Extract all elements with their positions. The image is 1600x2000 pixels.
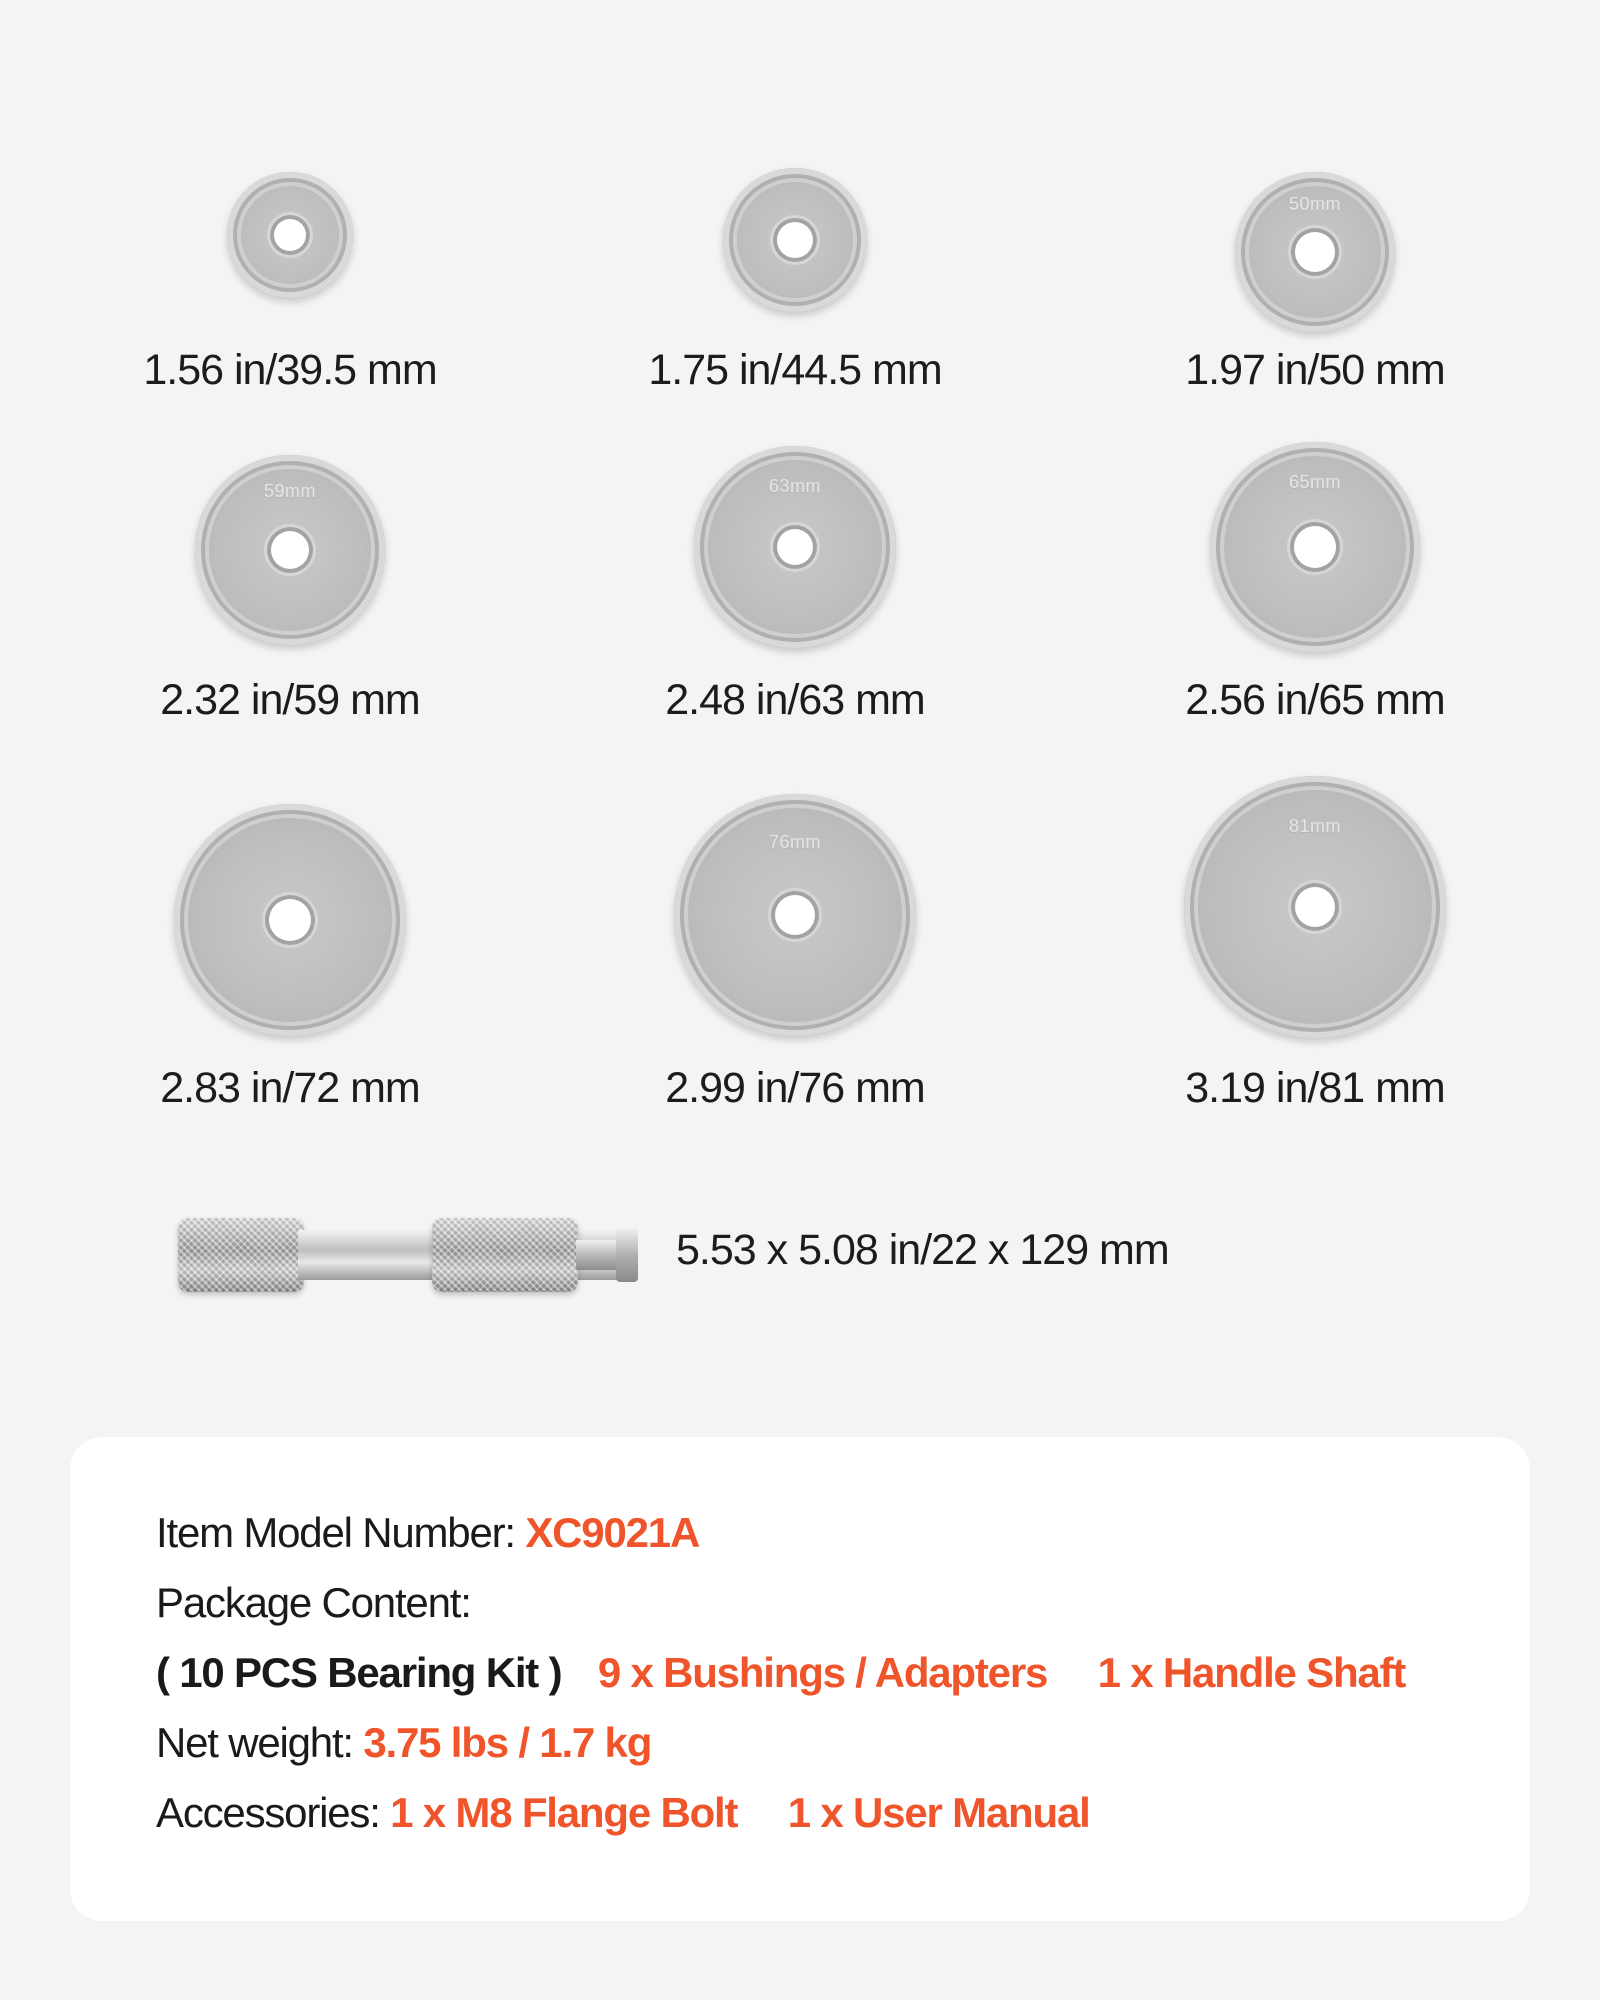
bushing-size-label: 2.99 in/76 mm bbox=[665, 1064, 925, 1112]
bushing-engraving: 76mm bbox=[768, 832, 821, 852]
bushing-size-label: 2.56 in/65 mm bbox=[1185, 676, 1445, 724]
bushing-disc bbox=[694, 446, 896, 648]
bushing-engraving: 81mm bbox=[1288, 816, 1341, 836]
shaft-grip-left bbox=[178, 1218, 304, 1292]
shaft-bolt-head bbox=[616, 1228, 638, 1282]
bushing-disc bbox=[1235, 172, 1395, 332]
accessories-label: Accessories: bbox=[156, 1789, 380, 1836]
bushing-size-label: 1.75 in/44.5 mm bbox=[648, 346, 942, 394]
model-label: Item Model Number: bbox=[156, 1509, 515, 1556]
model-value: XC9021A bbox=[525, 1509, 700, 1556]
accessories-row bbox=[156, 1789, 1090, 1837]
handle-shaft-size-label: 5.53 x 5.08 in/22 x 129 mm bbox=[676, 1226, 1169, 1274]
bushing-item bbox=[30, 150, 550, 400]
model-row bbox=[156, 1509, 699, 1557]
bushing-item bbox=[535, 790, 1055, 1130]
bushing-engraving: 50mm bbox=[1288, 194, 1341, 214]
bushing-engraving: 65mm bbox=[1288, 472, 1341, 492]
bushing-engraving: 59mm bbox=[263, 481, 316, 501]
bushing-disc bbox=[723, 168, 867, 312]
package-row bbox=[156, 1579, 471, 1627]
bushing-item bbox=[1055, 790, 1575, 1130]
bushing-disc bbox=[195, 455, 385, 645]
kit-item-handle-shaft: 1 x Handle Shaft bbox=[1097, 1649, 1406, 1696]
bushing-item bbox=[30, 790, 550, 1130]
handle-shaft-image bbox=[178, 1218, 648, 1292]
bushing-disc bbox=[674, 794, 916, 1036]
bushing-item bbox=[1055, 440, 1575, 740]
bushing-disc bbox=[174, 804, 406, 1036]
bushing-disc bbox=[1184, 776, 1446, 1038]
bushing-size-label: 1.56 in/39.5 mm bbox=[143, 346, 437, 394]
kit-item-bushings: 9 x Bushings / Adapters bbox=[597, 1649, 1048, 1696]
bushing-size-label: 2.48 in/63 mm bbox=[665, 676, 925, 724]
bushing-disc bbox=[1210, 442, 1420, 652]
specs-card bbox=[70, 1437, 1530, 1921]
accessory-user-manual: 1 x User Manual bbox=[787, 1789, 1090, 1836]
bushing-size-label: 1.97 in/50 mm bbox=[1185, 346, 1445, 394]
kit-label: ( 10 PCS Bearing Kit ) bbox=[156, 1649, 562, 1696]
bushing-size-label: 3.19 in/81 mm bbox=[1185, 1064, 1445, 1112]
bushing-item bbox=[535, 150, 1055, 400]
bushing-item bbox=[30, 440, 550, 740]
package-label: Package Content: bbox=[156, 1579, 471, 1626]
shaft-grip-right bbox=[432, 1218, 578, 1292]
kit-row bbox=[156, 1649, 1405, 1697]
bushing-size-label: 2.83 in/72 mm bbox=[160, 1064, 420, 1112]
weight-row bbox=[156, 1719, 651, 1767]
bushing-engraving: 63mm bbox=[768, 476, 821, 496]
bushing-item bbox=[535, 440, 1055, 740]
bushing-item bbox=[1055, 150, 1575, 400]
weight-value: 3.75 lbs / 1.7 kg bbox=[363, 1719, 652, 1766]
bushing-size-label: 2.32 in/59 mm bbox=[160, 676, 420, 724]
weight-label: Net weight: bbox=[156, 1719, 353, 1766]
accessory-flange-bolt: 1 x M8 Flange Bolt bbox=[390, 1789, 738, 1836]
bushing-disc bbox=[227, 172, 353, 298]
